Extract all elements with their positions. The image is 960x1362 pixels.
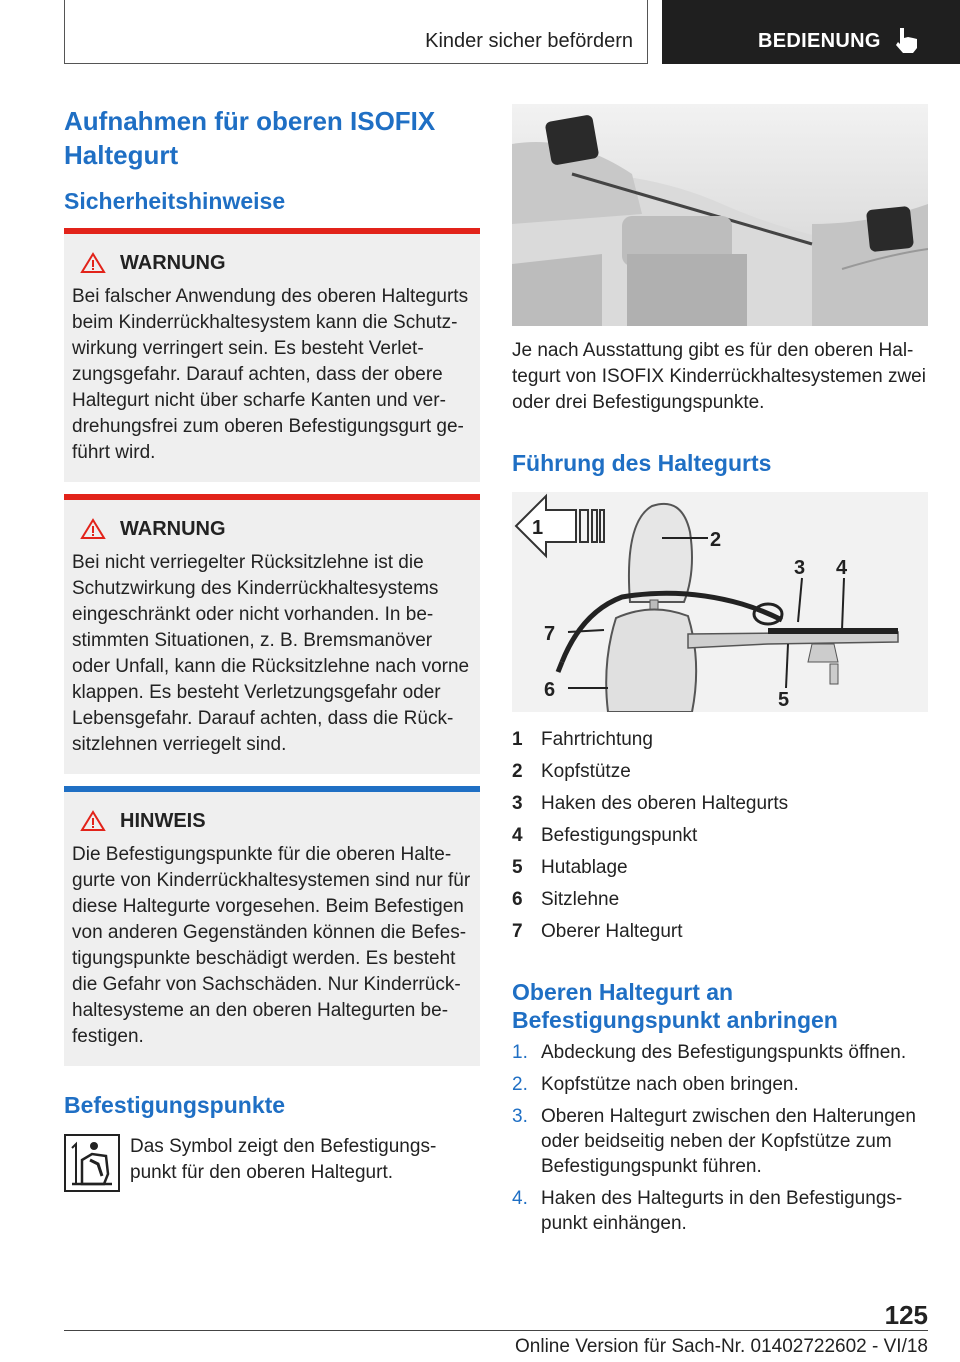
legend-item: 7 Oberer Haltegurt — [512, 921, 683, 942]
legend-item: 4 Befestigungspunkt — [512, 825, 698, 846]
footer-divider — [64, 1330, 928, 1331]
page-title: Aufnahmen für oberen ISOFIX Haltegurt — [64, 106, 436, 170]
hand-pointer-icon — [892, 26, 922, 54]
diagram-legend — [512, 724, 932, 948]
page-number: 125 — [884, 1300, 928, 1330]
diagram-label-5: 5 — [778, 689, 790, 711]
warning-label: WARNUNG — [120, 251, 226, 274]
warning-bar — [64, 228, 480, 234]
warning-box-2 — [64, 494, 480, 774]
legend-item: 5 Hutablage — [512, 857, 628, 878]
warning-box-1 — [64, 228, 480, 482]
notice-box — [64, 786, 480, 1066]
legend-item: 2 Kopfstütze — [512, 761, 631, 782]
notice-label: HINWEIS — [120, 809, 206, 832]
attach-steps — [512, 1040, 932, 1243]
warning-text: Bei nicht verriegelter Rücksitzlehne ist die Schutzwirkung des Kinderrückhaltesystems eingeschränkt oder nicht vorhanden. In bestimmten Situationen, z. B. Bremsmanöver oder Unfall, kann die Rücksitzlehne nach vorne klappen. Es besteht Verletzungsgefahr oder Lebensgefahr. Darauf achten, dass die Rücksitzlehnen verriegelt sind. — [72, 552, 470, 755]
step-item: 1. Abdeckung des Befestigungspunkts öffnen. — [512, 1042, 907, 1063]
notice-bar — [64, 786, 480, 792]
legend-item: 1 Fahrtrichtung — [512, 729, 653, 750]
diagram-label-4: 4 — [836, 557, 848, 579]
warning-triangle-icon — [80, 518, 106, 540]
warning-triangle-icon — [80, 810, 106, 832]
parcel-shelf-photo — [512, 104, 928, 326]
warning-label: WARNUNG — [120, 517, 226, 540]
legend-item: 6 Sitzlehne — [512, 889, 620, 910]
notice-text: Die Befestigungspunkte für die oberen Haltegurte von Kinderrückhaltesystemen sind nur für diese Haltegurte vorgesehen. Beim Befestigen von anderen Gegenständen können die Befestigungspunkte beschädigt werden. Es besteht die Gefahr von Sachschäden. Nur Kinderrückhaltesysteme an den oberen Haltegurten befestigen. — [72, 844, 471, 1047]
isofix-anchor-symbol-icon — [64, 1134, 120, 1192]
safety-heading: Sicherheitshinweise — [64, 188, 286, 214]
diagram-label-1: 1 — [532, 517, 544, 539]
header-section-title: Kinder sicher befördern — [425, 30, 633, 52]
warning-text: Bei falscher Anwendung des oberen Haltegurts beim Kinderrückhaltesystem kann die Schutzwirkung verringert sein. Es besteht Verletzungsgefahr. Darauf achten, dass der obere Haltegurt nicht über scharfe Kanten und verdrehungsfrei zum oberen Befestigungsgurt geführt wird. — [72, 286, 469, 463]
equipment-text: Je nach Ausstattung gibt es für den oberen Haltegurt von ISOFIX Kinderrückhaltesystemen zwei oder drei Befestigungspunkte. — [512, 340, 926, 413]
footer-version: Online Version für Sach-Nr. 01402722602 - VI/18 — [515, 1336, 928, 1357]
anchor-text: Das Symbol zeigt den Befestigungspunkt für den oberen Haltegurt. — [130, 1136, 437, 1183]
tether-routing-diagram — [512, 492, 928, 712]
step-item: 2. Kopfstütze nach oben bringen. — [512, 1074, 799, 1095]
step-item: 4. Haken des Haltegurts in den Befestigungspunkt einhängen. — [512, 1188, 903, 1234]
diagram-label-6: 6 — [544, 679, 556, 701]
warning-bar — [64, 494, 480, 500]
attach-heading: Oberen Haltegurt an Befestigungspunkt anbringen — [512, 979, 838, 1033]
header-section-tab — [64, 0, 648, 64]
legend-item: 3 Haken des oberen Haltegurts — [512, 793, 789, 814]
diagram-label-2: 2 — [710, 529, 722, 551]
routing-heading: Führung des Haltegurts — [512, 450, 772, 476]
warning-triangle-icon — [80, 252, 106, 274]
header-chapter-title: BEDIENUNG — [758, 30, 881, 52]
step-item: 3. Oberen Haltegurt zwischen den Halterungen oder beidseitig neben der Kopfstütze zum Befestigungspunkt führen. — [512, 1106, 916, 1177]
diagram-label-7: 7 — [544, 623, 556, 645]
anchor-heading: Befestigungspunkte — [64, 1092, 286, 1118]
diagram-label-3: 3 — [794, 557, 806, 579]
